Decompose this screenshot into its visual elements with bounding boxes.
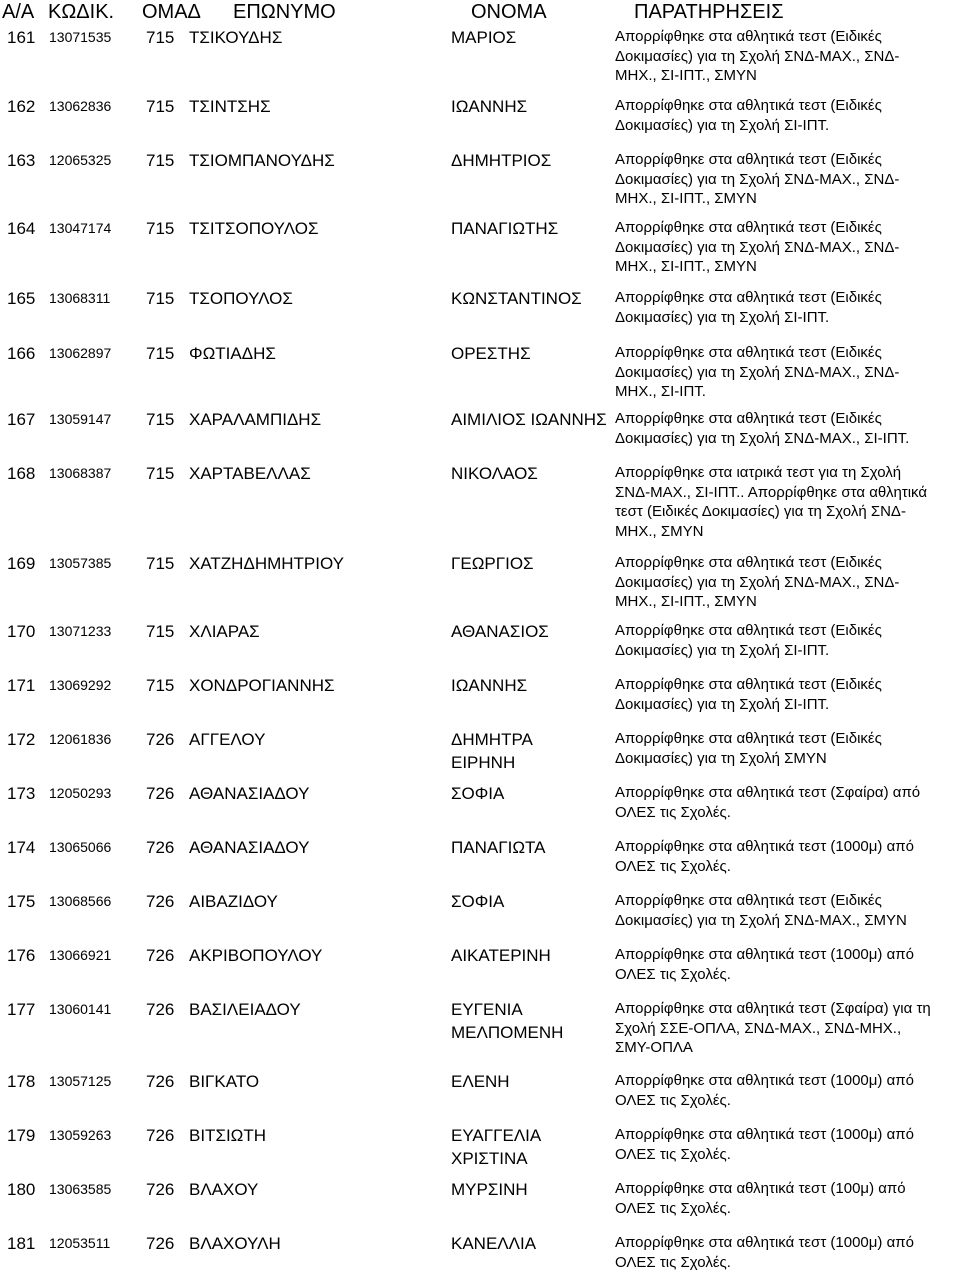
row-group: 715 xyxy=(146,97,175,116)
row-aa: 172 xyxy=(7,730,36,749)
header-group: ΟΜΑΔ xyxy=(142,1,201,23)
row-remarks: Απορρίφθηκε στα αθλητικά τεστ (1000μ) από ΟΛΕΣ τις Σχολές. xyxy=(615,1234,914,1271)
row-code: 12061836 xyxy=(49,731,112,747)
row-code: 12050293 xyxy=(49,785,112,801)
row-aa: 178 xyxy=(7,1072,36,1091)
row-remarks: Απορρίφθηκε στα αθλητικά τεστ (Ειδικές Δοκιμασίες) για τη Σχολή ΣΜΥΝ xyxy=(615,730,882,767)
row-group: 726 xyxy=(146,1126,175,1145)
row-aa: 176 xyxy=(7,946,36,965)
row-surname: ΑΘΑΝΑΣΙΑΔΟΥ xyxy=(189,784,310,803)
row-aa: 175 xyxy=(7,892,36,911)
row-firstname: ΔΗΜΗΤΡΑ ΕΙΡΗΝΗ xyxy=(451,730,533,772)
row-aa: 163 xyxy=(7,151,36,170)
row-firstname: ΙΩΑΝΝΗΣ xyxy=(451,676,528,695)
row-group: 726 xyxy=(146,892,175,911)
row-code: 13060141 xyxy=(49,1001,112,1017)
row-code: 13057125 xyxy=(49,1073,112,1089)
header-remarks: ΠΑΡΑΤΗΡΗΣΕΙΣ xyxy=(634,1,784,23)
row-code: 13071233 xyxy=(49,623,112,639)
row-code: 13047174 xyxy=(49,220,112,236)
row-group: 726 xyxy=(146,730,175,749)
row-remarks: Απορρίφθηκε στα αθλητικά τεστ (Ειδικές Δοκιμασίες) για τη Σχολή ΣΝΔ-ΜΑΧ., ΣΝΔ- ΜΗΧ., ΣΙ-ΙΠΤ., ΣΜΥΝ xyxy=(615,28,900,84)
row-code: 13059263 xyxy=(49,1127,112,1143)
row-firstname: ΣΟΦΙΑ xyxy=(451,892,505,911)
row-code: 13063585 xyxy=(49,1181,112,1197)
row-firstname: ΕΥΓΕΝΙΑ ΜΕΛΠΟΜΕΝΗ xyxy=(451,1000,564,1042)
row-surname: ΤΣΙΟΜΠΑΝΟΥΔΗΣ xyxy=(189,151,335,170)
row-surname: ΤΣΟΠΟΥΛΟΣ xyxy=(189,289,293,308)
header-firstname: ΟΝΟΜΑ xyxy=(471,1,547,23)
row-aa: 181 xyxy=(7,1234,36,1253)
row-firstname: ΕΛΕΝΗ xyxy=(451,1072,510,1091)
row-firstname: ΠΑΝΑΓΙΩΤΗΣ xyxy=(451,219,559,238)
row-aa: 171 xyxy=(7,676,36,695)
row-remarks: Απορρίφθηκε στα αθλητικά τεστ (100μ) από ΟΛΕΣ τις Σχολές. xyxy=(615,1180,906,1217)
row-aa: 180 xyxy=(7,1180,36,1199)
row-remarks: Απορρίφθηκε στα αθλητικά τεστ (Ειδικές Δοκιμασίες) για τη Σχολή ΣΙ-ΙΠΤ. xyxy=(615,289,882,326)
row-firstname: ΑΙΚΑΤΕΡΙΝΗ xyxy=(451,946,551,965)
row-aa: 168 xyxy=(7,464,36,483)
row-remarks: Απορρίφθηκε στα αθλητικά τεστ (Ειδικές Δοκιμασίες) για τη Σχολή ΣΙ-ΙΠΤ. xyxy=(615,97,882,134)
row-aa: 179 xyxy=(7,1126,36,1145)
row-group: 715 xyxy=(146,151,175,170)
header-surname: ΕΠΩΝΥΜΟ xyxy=(233,1,336,23)
row-code: 13066921 xyxy=(49,947,112,963)
row-aa: 167 xyxy=(7,410,36,429)
header-code: ΚΩΔΙΚ. xyxy=(48,1,115,23)
row-surname: ΒΙΤΣΙΩΤΗ xyxy=(189,1126,267,1145)
row-remarks: Απορρίφθηκε στα αθλητικά τεστ (1000μ) από ΟΛΕΣ τις Σχολές. xyxy=(615,1072,914,1109)
row-aa: 173 xyxy=(7,784,36,803)
row-group: 715 xyxy=(146,410,175,429)
row-group: 715 xyxy=(146,219,175,238)
row-group: 726 xyxy=(146,838,175,857)
row-surname: ΧΟΝΔΡΟΓΙΑΝΝΗΣ xyxy=(189,676,335,695)
row-group: 726 xyxy=(146,784,175,803)
row-remarks: Απορρίφθηκε στα αθλητικά τεστ (1000μ) από ΟΛΕΣ τις Σχολές. xyxy=(615,1126,914,1163)
row-code: 13057385 xyxy=(49,555,112,571)
row-firstname: ΝΙΚΟΛΑΟΣ xyxy=(451,464,538,483)
row-remarks: Απορρίφθηκε στα αθλητικά τεστ (Σφαίρα) για τη Σχολή ΣΣΕ-ΟΠΛΑ, ΣΝΔ-ΜΑΧ., ΣΝΔ-ΜΗΧ., ΣΜΥ-ΟΠΛΑ xyxy=(615,1000,931,1056)
row-code: 13065066 xyxy=(49,839,112,855)
row-code: 12053511 xyxy=(49,1235,111,1251)
row-firstname: ΜΑΡΙΟΣ xyxy=(451,28,517,47)
row-aa: 169 xyxy=(7,554,36,573)
row-surname: ΑΚΡΙΒΟΠΟΥΛΟΥ xyxy=(189,946,323,965)
row-firstname: ΟΡΕΣΤΗΣ xyxy=(451,344,531,363)
row-surname: ΤΣΙΝΤΣΗΣ xyxy=(189,97,271,116)
row-code: 13068566 xyxy=(49,893,112,909)
row-group: 715 xyxy=(146,344,175,363)
row-firstname: ΜΥΡΣΙΝΗ xyxy=(451,1180,528,1199)
row-remarks: Απορρίφθηκε στα αθλητικά τεστ (Ειδικές Δοκιμασίες) για τη Σχολή ΣΝΔ-ΜΑΧ., ΣΝΔ- ΜΗΧ., ΣΙ-ΙΠΤ. xyxy=(615,344,900,400)
row-surname: ΑΘΑΝΑΣΙΑΔΟΥ xyxy=(189,838,310,857)
row-surname: ΦΩΤΙΑΔΗΣ xyxy=(189,344,276,363)
row-remarks: Απορρίφθηκε στα αθλητικά τεστ (Σφαίρα) από ΟΛΕΣ τις Σχολές. xyxy=(615,784,921,821)
row-aa: 165 xyxy=(7,289,36,308)
row-group: 715 xyxy=(146,676,175,695)
row-aa: 166 xyxy=(7,344,36,363)
row-remarks: Απορρίφθηκε στα αθλητικά τεστ (Ειδικές Δοκιμασίες) για τη Σχολή ΣΝΔ-ΜΑΧ., ΣΜΥΝ xyxy=(615,892,907,929)
row-aa: 170 xyxy=(7,622,36,641)
row-remarks: Απορρίφθηκε στα ιατρικά τεστ για τη Σχολή ΣΝΔ-ΜΑΧ., ΣΙ-ΙΠΤ.. Απορρίφθηκε στα αθλητικά τεστ (Ειδικές Δοκιμασίες) για τη Σχολή ΣΝΔ- ΜΗΧ., ΣΜΥΝ xyxy=(615,464,928,540)
row-surname: ΒΙΓΚΑΤΟ xyxy=(189,1072,260,1091)
row-firstname: ΚΑΝΕΛΛΙΑ xyxy=(451,1234,537,1253)
row-code: 12065325 xyxy=(49,152,112,168)
row-surname: ΑΙΒΑΖΙΔΟΥ xyxy=(189,892,278,911)
row-firstname: ΕΥΑΓΓΕΛΙΑ ΧΡΙΣΤΙΝΑ xyxy=(451,1126,542,1168)
row-firstname: ΙΩΑΝΝΗΣ xyxy=(451,97,528,116)
row-remarks: Απορρίφθηκε στα αθλητικά τεστ (Ειδικές Δοκιμασίες) για τη Σχολή ΣΝΔ-ΜΑΧ., ΣΝΔ- ΜΗΧ., ΣΙ-ΙΠΤ., ΣΜΥΝ xyxy=(615,554,900,610)
row-group: 715 xyxy=(146,464,175,483)
row-group: 726 xyxy=(146,1000,175,1019)
row-group: 715 xyxy=(146,289,175,308)
row-surname: ΧΑΤΖΗΔΗΜΗΤΡΙΟΥ xyxy=(189,554,344,573)
row-group: 715 xyxy=(146,622,175,641)
row-aa: 174 xyxy=(7,838,36,857)
row-surname: ΧΛΙΑΡΑΣ xyxy=(189,622,260,641)
row-firstname: ΚΩΝΣΤΑΝΤΙΝΟΣ xyxy=(451,289,582,308)
row-code: 13059147 xyxy=(49,411,112,427)
row-surname: ΑΓΓΕΛΟΥ xyxy=(189,730,266,749)
row-remarks: Απορρίφθηκε στα αθλητικά τεστ (1000μ) από ΟΛΕΣ τις Σχολές. xyxy=(615,838,914,875)
row-group: 715 xyxy=(146,554,175,573)
row-surname: ΒΛΑΧΟΥ xyxy=(189,1180,259,1199)
row-remarks: Απορρίφθηκε στα αθλητικά τεστ (Ειδικές Δοκιμασίες) για τη Σχολή ΣΝΔ-ΜΑΧ., ΣΝΔ- ΜΗΧ., ΣΙ-ΙΠΤ., ΣΜΥΝ xyxy=(615,219,900,275)
row-code: 13068311 xyxy=(49,290,111,306)
row-aa: 177 xyxy=(7,1000,36,1019)
row-firstname: ΣΟΦΙΑ xyxy=(451,784,505,803)
row-surname: ΧΑΡΑΛΑΜΠΙΔΗΣ xyxy=(189,410,322,429)
row-code: 13062836 xyxy=(49,98,112,114)
row-code: 13069292 xyxy=(49,677,112,693)
row-group: 715 xyxy=(146,28,175,47)
row-remarks: Απορρίφθηκε στα αθλητικά τεστ (1000μ) από ΟΛΕΣ τις Σχολές. xyxy=(615,946,914,983)
row-remarks: Απορρίφθηκε στα αθλητικά τεστ (Ειδικές Δοκιμασίες) για τη Σχολή ΣΙ-ΙΠΤ. xyxy=(615,622,882,659)
row-surname: ΤΣΙΤΣΟΠΟΥΛΟΣ xyxy=(189,219,319,238)
header-aa: Α/Α xyxy=(2,1,35,23)
row-firstname: ΠΑΝΑΓΙΩΤΑ xyxy=(451,838,546,857)
row-aa: 162 xyxy=(7,97,36,116)
row-surname: ΤΣΙΚΟΥΔΗΣ xyxy=(189,28,283,47)
row-group: 726 xyxy=(146,1234,175,1253)
row-firstname: ΔΗΜΗΤΡΙΟΣ xyxy=(451,151,552,170)
row-group: 726 xyxy=(146,946,175,965)
row-firstname: ΑΘΑΝΑΣΙΟΣ xyxy=(451,622,549,641)
row-remarks: Απορρίφθηκε στα αθλητικά τεστ (Ειδικές Δοκιμασίες) για τη Σχολή ΣΙ-ΙΠΤ. xyxy=(615,676,882,713)
row-surname: ΧΑΡΤΑΒΕΛΛΑΣ xyxy=(189,464,311,483)
row-group: 726 xyxy=(146,1180,175,1199)
row-aa: 164 xyxy=(7,219,36,238)
row-code: 13062897 xyxy=(49,345,112,361)
row-firstname: ΓΕΩΡΓΙΟΣ xyxy=(451,554,534,573)
row-aa: 161 xyxy=(7,28,36,47)
row-firstname: ΑΙΜΙΛΙΟΣ ΙΩΑΝΝΗΣ xyxy=(451,410,607,429)
row-group: 726 xyxy=(146,1072,175,1091)
row-remarks: Απορρίφθηκε στα αθλητικά τεστ (Ειδικές Δοκιμασίες) για τη Σχολή ΣΝΔ-ΜΑΧ., ΣΝΔ- ΜΗΧ., ΣΙ-ΙΠΤ., ΣΜΥΝ xyxy=(615,151,900,207)
row-code: 13071535 xyxy=(49,29,112,45)
row-code: 13068387 xyxy=(49,465,112,481)
row-surname: ΒΑΣΙΛΕΙΑΔΟΥ xyxy=(189,1000,301,1019)
row-surname: ΒΛΑΧΟΥΛΗ xyxy=(189,1234,281,1253)
row-remarks: Απορρίφθηκε στα αθλητικά τεστ (Ειδικές Δοκιμασίες) για τη Σχολή ΣΝΔ-ΜΑΧ., ΣΙ-ΙΠΤ. xyxy=(615,410,910,447)
